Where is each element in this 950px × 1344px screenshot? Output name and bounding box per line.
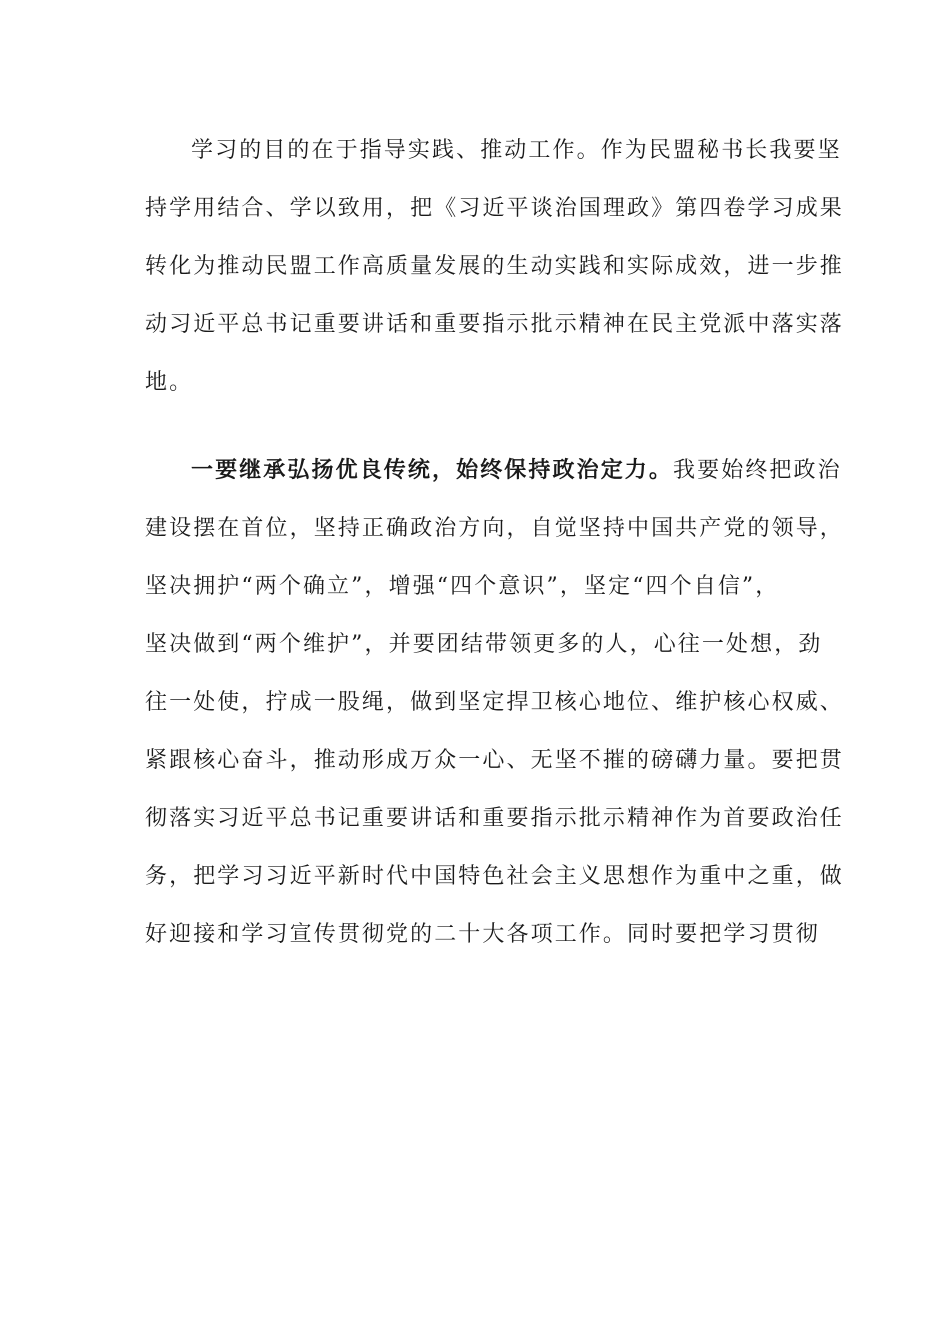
paragraph-line: 坚决拥护“两个确立”，增强“四个意识”，坚定“四个自信”，	[145, 574, 780, 599]
paragraph-line: 转化为推动民盟工作高质量发展的生动实践和实际成效，进一步推	[145, 254, 844, 279]
paragraph-line: 务，把学习习近平新时代中国特色社会主义思想作为重中之重，做	[145, 864, 844, 889]
paragraph-line-rest: 我要始终把政治	[673, 458, 842, 483]
paragraph-practice	[145, 122, 844, 412]
paragraph-line: 彻落实习近平总书记重要讲话和重要指示批示精神作为首要政治任	[145, 806, 844, 831]
paragraph-line: 紧跟核心奋斗，推动形成万众一心、无坚不摧的磅礴力量。要把贯	[145, 748, 844, 773]
paragraph-line: 往一处使，拧成一股绳，做到坚定捍卫核心地位、维护核心权威、	[145, 690, 844, 715]
paragraph-line: 好迎接和学习宣传贯彻党的二十大各项工作。同时要把学习贯彻	[145, 922, 820, 947]
document-page	[145, 122, 844, 964]
paragraph-line: 建设摆在首位，坚持正确政治方向，自觉坚持中国共产党的领导，	[145, 516, 844, 541]
paragraph-line: 动习近平总书记重要讲话和重要指示批示精神在民主党派中落实落	[145, 312, 844, 337]
paragraph-line: 坚决做到“两个维护”，并要团结带领更多的人，心往一处想，劲	[145, 632, 823, 657]
paragraph-political-stance	[145, 441, 844, 964]
paragraph-line: 学习的目的在于指导实践、推动工作。作为民盟秘书长我要坚	[191, 138, 842, 163]
paragraph-first-line	[145, 441, 842, 500]
section-heading-bold: 一要继承弘扬优良传统，始终保持政治定力。	[191, 457, 674, 483]
paragraph-line: 地。	[145, 370, 194, 395]
paragraph-line: 持学用结合、学以致用，把《习近平谈治国理政》第四卷学习成果	[145, 196, 844, 221]
